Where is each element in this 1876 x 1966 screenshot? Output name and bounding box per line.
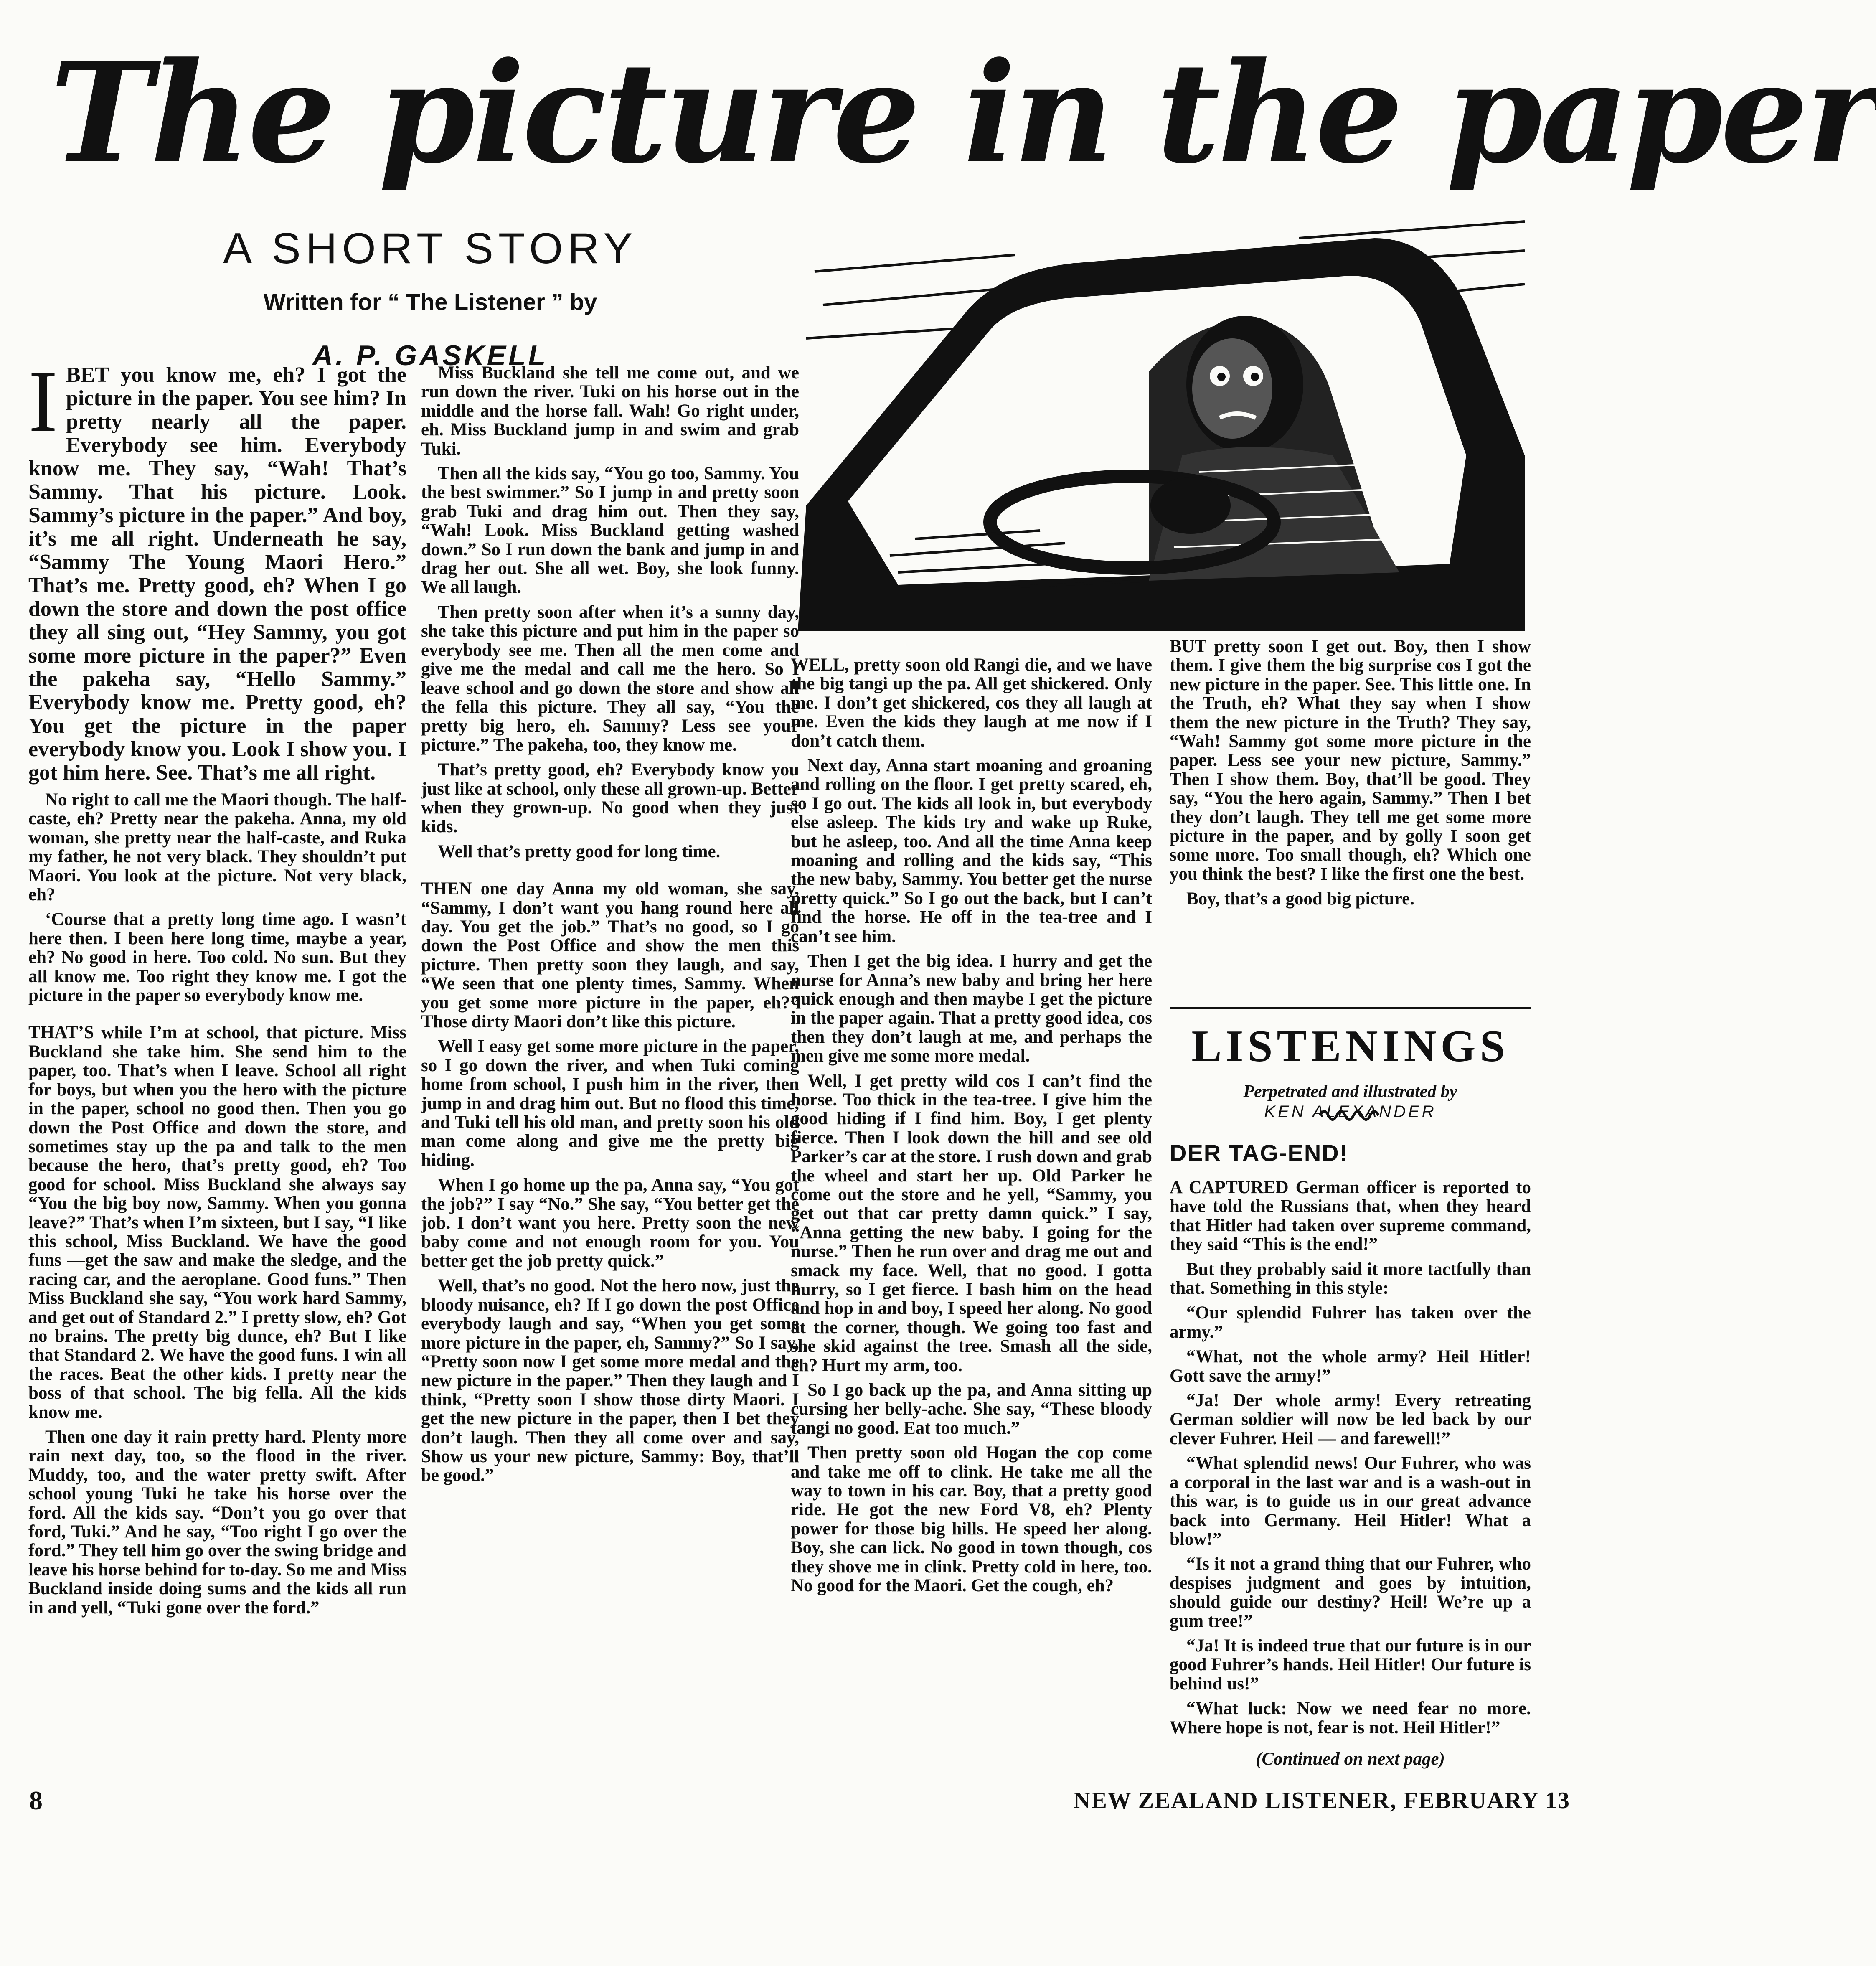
story-paragraph: When I go home up the pa, Anna say, “You got the job?” I say “No.” She say, “You better get the job. I don’t want you here. Pretty soon the new baby come and not enough room for you. You better get the job pretty quick.” — [421, 1175, 799, 1271]
story-paragraph: Well that’s pretty good for long time. — [438, 841, 721, 861]
story-paragraph: Next day, Anna start moaning and groaning and rolling on the floor. I get pretty scared, eh, so I go out. The kids all look in, but everybody else asleep. The kids try and wake up Ruke, but he asleep, too. And all the time Anna keep moaning and rolling and the kids say, “This the new baby, Sammy. You better get the nurse pretty quick.” So I go out the back, but I can’t find the horse. He off in the tea-tree and I can’t see him. — [791, 756, 1152, 946]
listenings-subhead: DER TAG-END! — [1170, 1140, 1348, 1166]
wave-ornament-icon — [1320, 1107, 1378, 1124]
story-paragraph: BUT pretty soon I get out. Boy, then I show them. I give them the big surprise cos I got the new picture in the paper. See. This little one. In the Truth, eh? What they say when I show them the new picture in the Truth? They say, “Wah! Sammy got some more picture in the paper. Less see your new picture, Sammy.” Then I show them. Boy, that’ll be good. They say, “You the hero again, Sammy.” Then I bet they don’t laugh. They tell me get some more picture in the paper, and by golly I soon get some more. Too small though, eh? Which one you think the best? I like the first one the best. — [1170, 637, 1531, 884]
listenings-paragraph: “What, not the whole army? Heil Hitler! Gott save the army!” — [1170, 1347, 1531, 1386]
car-driver-illustration — [798, 205, 1533, 631]
story-paragraph: Then pretty soon after when it’s a sunny day, she take this picture and put him in the paper so everybody see me. Then all the men come and give me the medal and call me the hero. So I leave school and go down the store and show all the fella this picture. They all say, “You the pretty big hero, eh. Sammy? Less see your picture.” The pakeha, too, they know me. — [421, 602, 799, 755]
headline: The picture in the paper — [50, 32, 1876, 194]
story-paragraph: Miss Buckland she tell me come out, and we run down the river. Tuki on his horse out in the middle and the horse fall. Wah! Go right under, eh. Miss Buckland jump in and swim and grab Tuki. — [421, 363, 799, 459]
story-header — [180, 221, 681, 378]
section-rule — [1170, 1007, 1531, 1009]
story-column-4 — [1170, 637, 1531, 1001]
listenings-header — [1170, 1017, 1531, 1122]
story-paragraph: THAT’S while I’m at school, that picture. Miss Buckland she take him. She send him to the paper, too. That’s when I leave. School all right for boys, but when you the hero with the picture in the paper, school no good then. Then you go down the Post Office and down the store, and sometimes stay up the pa and talk to the men because the hero, that’s pretty good, eh? Too good for school. Miss Buckland she always say “You the big boy now, Sammy. When you gonna leave?” That’s when I’m sixteen, but I say, “I like this school, Miss Buckland. We have the good funs —get the saw and make the sledge, and the racing car, and the aeroplane. Good funs.” Then Miss Buckland she say, “You work hard Sammy, and get out of Standard 2.” I pretty slow, eh? Got no brains. The pretty big dunce, eh? But I like that Standard 2. We have the good funs. I win all the races. Beat the other kids. I pretty near the boss of that school. The big fella. All the kids know me. — [28, 1023, 406, 1422]
listenings-paragraph: A CAPTURED German officer is reported to have told the Russians that, when they heard that Hitler had taken over supreme command, they said “This is the end!” — [1170, 1178, 1531, 1255]
publication-line: NEW ZEALAND LISTENER, FEBRUARY 13 — [1074, 1788, 1570, 1814]
story-column-1 — [28, 353, 406, 1769]
listenings-credit: Perpetrated and illustrated by — [1243, 1082, 1457, 1101]
story-paragraph: ‘Course that a pretty long time ago. I wasn’t here then. I been here long time, maybe a year, eh? No good in here. Too cold. No sun. But they all know me. Too right they know me. I got the picture in the paper so everybody know me. — [28, 909, 406, 1006]
story-author: A. P. GASKELL — [312, 340, 548, 371]
story-kicker: A SHORT STORY — [223, 224, 638, 273]
story-paragraph: WELL, pretty soon old Rangi die, and we have the big tangi up the pa. All get shickered. Only me. I don’t get shickered, cos they all laugh at me. Even the kids they laugh at me now if I don’t catch them. — [791, 655, 1152, 751]
written-for-line: Written for “ The Listener ” by — [263, 289, 597, 315]
listenings-paragraph: “What splendid news! Our Fuhrer, who was a corporal in the last war and is a wash-out in this war, is to guide us in our great advance back into Germany. Heil Hitler! What a blow!” — [1170, 1453, 1531, 1549]
page-number: 8 — [29, 1786, 43, 1815]
listenings-column — [1170, 1178, 1531, 1767]
story-column-3 — [791, 637, 1152, 1769]
story-paragraph: So I go back up the pa, and Anna sitting up cursing her belly-ache. She say, “These bloody tangi no good. Eat too much.” — [791, 1380, 1152, 1438]
listenings-paragraph: “Our splendid Fuhrer has taken over the army.” — [1170, 1303, 1531, 1342]
listenings-paragraph: But they probably said it more tactfully than that. Something in this style: — [1170, 1259, 1531, 1298]
continued-note: (Continued on next page) — [1256, 1749, 1445, 1769]
story-paragraph: Well I easy get some more picture in the paper, so I go down the river, and when Tuki coming home from school, I push him in the river, then jump in and drag him out. But no flood this time, and Tuki tell his old man, and pretty soon his old man come along and give me the pretty big hiding. — [421, 1036, 799, 1170]
story-paragraph: Boy, that’s a good big picture. — [1186, 889, 1414, 909]
story-paragraph-text: BET you know me, eh? I got the picture in the paper. You see him? In pretty nearly all the paper. Everybody see him. Everybody know me. They say, “Wah! That’s Sammy. That his picture. Look. Sammy’s picture in the paper.” And boy, it’s me all right. Underneath he say, “Sammy The Young Maori Hero.” That’s me. Pretty good, eh? When I go down the store and down the post office they all sing out, “Hey Sammy, you got some more picture in the paper?” Even the pakeha say, “Hello Sammy.” Everybody know me. Pretty good, eh? You get the picture in the paper everybody know you. Look I show you. I got him here. See. That’s me all right. — [28, 363, 406, 785]
story-paragraph: Well, that’s no good. Not the hero now, just the bloody nuisance, eh? If I go down the post Office everybody laugh and say, “When you get some more picture in the paper, eh, Sammy?” So I say, “Pretty soon now I get some more medal and the new picture in the paper.” Then they laugh and I think, “Pretty soon I show those dirty Maori. I get the new picture in the paper, then I bet they don’t laugh. Then they all come over and say, Show us your new picture, Sammy: Boy, that’ll be good.” — [421, 1276, 799, 1486]
story-paragraph: Then all the kids say, “You go too, Sammy. You the best swimmer.” So I jump in and pretty soon grab Tuki and drag him out. Then they say, “Wah! Look. Miss Buckland getting washed down.” So I run down the bank and jump in and drag her out. She all wet. Boy, she look funny. We all laugh. — [421, 464, 799, 597]
story-paragraph: Then pretty soon old Hogan the cop come and take me off to clink. He take me all the way to town in his car. Boy, that a pretty good ride. He got the new Ford V8, eh? Plenty power for those big hills. He speed her along. Boy, she can lick. No good in town though, cos they shove me in clink. Pretty cold in here, too. No good for the Maori. Get the cough, eh? — [791, 1443, 1152, 1596]
listenings-paragraph: “What luck: Now we need fear no more. Where hope is not, fear is not. Heil Hitler!” — [1170, 1699, 1531, 1737]
listenings-paragraph: “Ja! It is indeed true that our future is in our good Fuhrer’s hands. Heil Hitler! Our future is behind us!” — [1170, 1636, 1531, 1694]
story-paragraph: Then one day it rain pretty hard. Plenty more rain next day, too, so the flood in the river. Muddy, too, and the water pretty swift. After school young Tuki he take his horse over the ford. All the kids say. “Don’t you go over that ford, Tuki.” And he say, “Too right I go over the ford.” They tell him go over the swing bridge and leave his horse behind for to-day. So me and Miss Buckland inside doing sums and the kids all run in and yell, “Tuki gone over the ford.” — [28, 1427, 406, 1618]
story-paragraph: Well, I get pretty wild cos I can’t find the horse. Too thick in the tea-tree. I give him the good hiding if I find him. Boy, I get plenty fierce. Then I look down the hill and see old Parker’s car at the store. I rush down and grab the wheel and start her up. Old Parker he come out the store and he yell, “Sammy, you get out that car pretty damn quick.” I say, “Anna getting the new baby. I going for the nurse.” Then he run over and drag me out and smack my face. Well, that no good. I gotta hurry, so I get fierce. I bash him on the head and hop in and boy, I speed her along. No good at the corner, though. We going too fast and she skid against the tree. Smash all the side, eh? Hurt my arm, too. — [791, 1071, 1152, 1375]
story-paragraph: Then I get the big idea. I hurry and get the nurse for Anna’s new baby and bring her here quick enough and then maybe I get the picture in the paper again. That a pretty good idea, cos then they don’t laugh at me, and perhaps the men give me some more medal. — [791, 951, 1152, 1066]
listenings-paragraph: “Ja! Der whole army! Every retreating German soldier will now be led back by our clever Fuhrer. Heil — and farewell!” — [1170, 1391, 1531, 1448]
listenings-title: LISTENINGS — [1191, 1021, 1509, 1071]
story-paragraph — [28, 353, 406, 785]
listenings-paragraph: “Is it not a grand thing that our Fuhrer, who despises judgment and goes by intuition, should guide our destiny? Heil! We’re up a gum tree!” — [1170, 1554, 1531, 1631]
drop-cap: I — [28, 353, 58, 450]
story-paragraph: No right to call me the Maori though. The half-caste, eh? Pretty near the pakeha. Anna, my old woman, she pretty near the half-caste, and Ruka my father, he not very black. They shouldn’t put Maori. You look at the picture. Not very black, eh? — [28, 790, 406, 905]
story-column-2 — [421, 363, 799, 1769]
listenings-author: KEN ALEXANDER — [1264, 1102, 1437, 1121]
story-paragraph: That’s pretty good, eh? Everybody know you just like at school, only these all grown-up. Better when they grown-up. No good when they just kids. — [421, 760, 799, 837]
story-paragraph: THEN one day Anna my old woman, she say, “Sammy, I don’t want you hang round here all day. You get the job.” That’s no good, so I go down the Post Office and show the men this picture. Then pretty soon they laugh, and say, “We seen that one plenty times, Sammy. When you get some more picture in the paper, eh?” Those dirty Maori don’t like this picture. — [421, 879, 799, 1031]
